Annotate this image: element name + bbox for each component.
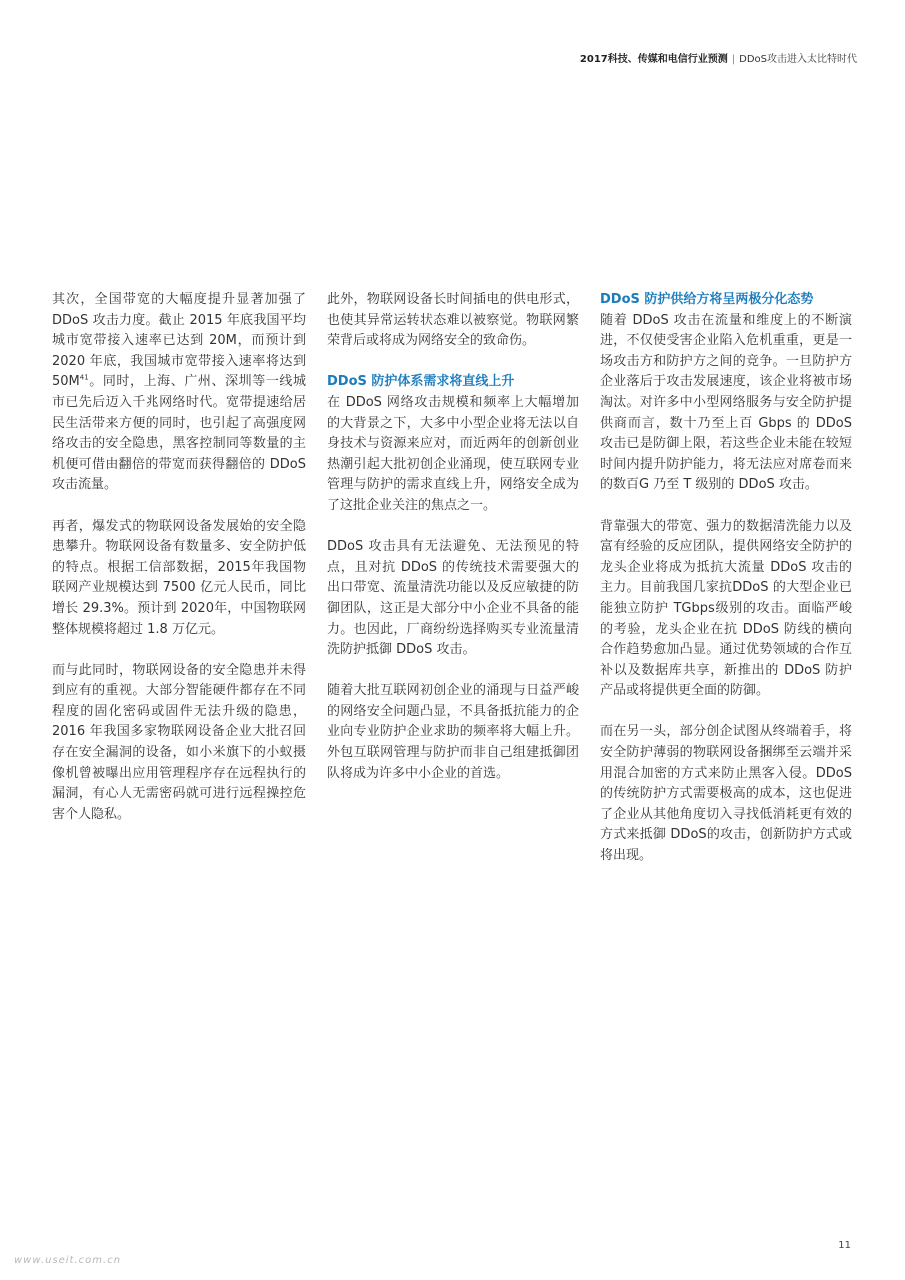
paragraph-iot-power: 此外，物联网设备长时间插电的供电形式，也使其异常运转状态难以被察觉。物联网繁荣背后或将成为网络安全的致命伤。 <box>327 292 579 349</box>
paragraph-bandwidth-text-b: 。同时，上海、广州、深圳等一线城市已先后迈入千兆网络时代。宽带提速给居民生活带来方便的同时，也引起了高强度网络攻击的安全隐患，黑客控制同等数量的主机便可借由翻倍的带宽而获得翻倍的 DDoS 攻击流量。 <box>52 374 306 493</box>
paragraph-outsourcing: 随着大批互联网初创企业的涌现与日益严峻的网络安全问题凸显，不具备抵抗能力的企业向专业防护企业求助的频率将大幅上升。外包互联网管理与防护而非自己组建抵御团队将成为许多中小企业的首选。 <box>327 683 579 781</box>
paragraph-startups: 而在另一头，部分创企试图从终端着手，将安全防护薄弱的物联网设备捆绑至云端并采用混合加密的方式来防止黑客入侵。DDoS 的传统防护方式需要极高的成本，这也促进了企业从其他角度切入寻找低消耗更有效的方式来抵御 DDoS的攻击，创新防护方式或将出现。 <box>600 724 852 864</box>
paragraph-sme-demand: 在 DDoS 网络攻击规模和频率上大幅增加的大背景之下，大多中小型企业将无法以自身技术与资源来应对，而近两年的创新创业热潮引起大批初创企业涌现，使互联网专业管理与防护的需求直线上升，网络安全成为了这批企业关注的焦点之一。 <box>327 394 579 513</box>
running-header <box>580 50 857 65</box>
paragraph-leading-firms: 背靠强大的带宽、强力的数据清洗能力以及富有经验的反应团队，提供网络安全防护的龙头企业将成为抵抗大流量 DDoS 攻击的主力。目前我国几家抗DDoS 的大型企业已能独立防护 TGbps级别的攻击。面临严峻的考验，龙头企业在抗 DDoS 防线的横向合作趋势愈加凸显。通过优势领域的合作互补以及数据库共享，新推出的 DDoS 防护产品或将提供更全面的防御。 <box>600 518 852 699</box>
section-heading-protection-demand: DDoS 防护体系需求将直线上升 <box>327 374 515 390</box>
text-column-1 <box>52 290 306 846</box>
header-separator: | <box>731 54 736 65</box>
text-column-3 <box>600 290 852 887</box>
watermark: www.useit.com.cn <box>14 1255 122 1266</box>
report-title: 2017科技、传媒和电信行业预测 <box>579 54 728 65</box>
paragraph-bandwidth-text-a: 其次，全国带宽的大幅度提升显著加强了DDoS 攻击力度。截止 2015 年底我国平均城市宽带接入速率已达到 20M，而预计到 2020 年底，我国城市宽带接入速率将达到 50M <box>52 292 306 390</box>
paragraph-competition: 随着 DDoS 攻击在流量和维度上的不断演进，不仅使受害企业陷入危机重重，更是一场攻击方和防护方之间的竞争。一旦防护方企业落后于攻击发展速度，该企业将被市场淘汰。对许多中小型网络服务与安全防护提供商而言，数十乃至上百 Gbps 的 DDoS 攻击已是防御上限，若这些企业未能在较短时间内提升防护能力，将无法应对席卷而来的数百G 乃至 T 级别的 DDoS 攻击。 <box>600 312 852 493</box>
paragraph-bandwidth <box>52 290 306 496</box>
page-number: 11 <box>838 1240 851 1251</box>
paragraph-ddos-traits: DDoS 攻击具有无法避免、无法预见的特点，且对抗 DDoS 的传统技术需要强大的出口带宽、流量清洗功能以及反应敏捷的防御团队，这正是大部分中小企业不具备的能力。也因此，厂商纷纷选择购买专业流量清洗防护抵御 DDoS 攻击。 <box>327 539 579 658</box>
footnote-ref: 41 <box>79 374 89 383</box>
paragraph-iot-growth: 再者，爆发式的物联网设备发展始的安全隐患攀升。物联网设备有数量多、安全防护低的特点。根据工信部数据，2015年我国物联网产业规模达到 7500 亿元人民币，同比增长 29.3%。预计到 2020年，中国物联网整体规模将超过 1.8 万亿元。 <box>52 518 306 637</box>
chapter-title: DDoS攻击进入太比特时代 <box>739 54 857 65</box>
section-heading-supply-polarization: DDoS 防护供给方将呈两极分化态势 <box>600 292 814 307</box>
text-column-2 <box>327 290 579 805</box>
paragraph-iot-security: 而与此同时，物联网设备的安全隐患并未得到应有的重视。大部分智能硬件都存在不同程度的固化密码或固件无法升级的隐患，2016 年我国多家物联网设备企业大批召回存在安全漏洞的设备，如小米旗下的小蚁摄像机曾被曝出应用管理程序存在远程执行的漏洞，有心人无需密码就可进行远程操控危害个人隐私。 <box>52 662 306 822</box>
